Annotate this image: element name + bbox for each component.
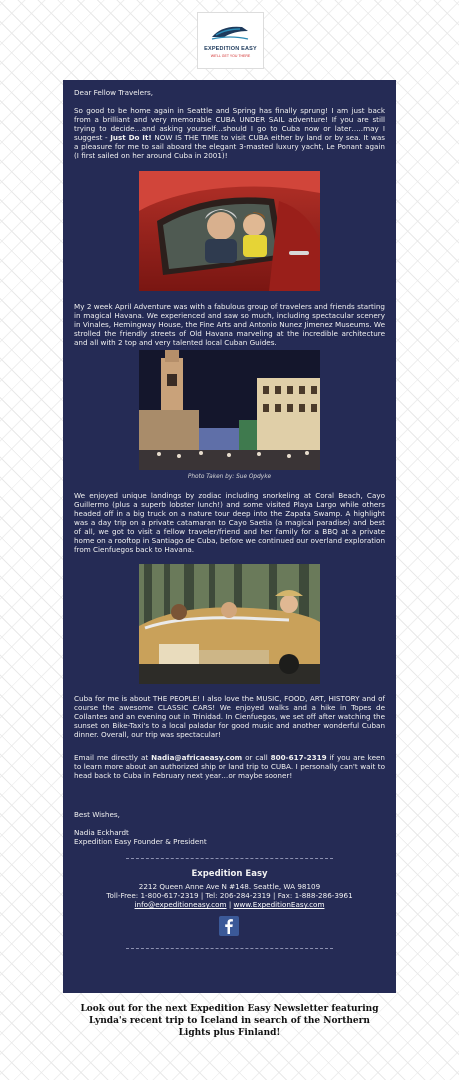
contact-text-part-3: if you are keen to learn more about an authorized ship or land trip to CUBA. I personally can't wait to head back to Cuba in February next year…or maybe sooner! <box>74 753 385 780</box>
contact-paragraph <box>74 753 385 780</box>
newsletter-body <box>63 80 396 993</box>
next-newsletter-note: Look out for the next Expedition Easy Newsletter featuring Lynda's recent trip to Iceland in search of the Northern Lights plus Finland! <box>80 1004 379 1038</box>
email-link[interactable]: Nadia@africaeasy.com <box>151 753 243 762</box>
expedition-easy-logo[interactable] <box>197 12 264 69</box>
facebook-f-glyph <box>219 916 239 936</box>
logo-tagline: WE'LL GET YOU THERE <box>210 54 251 58</box>
closing: Best Wishes, <box>74 810 120 819</box>
intro-text-part-2: NOW IS THE TIME to visit CUBA either by land or by sea. It was a pleasure for me to sail aboard the elegant 3-masted luxury yacht, Le Ponant again (I first sailed on her around Cuba in 2001)! <box>74 133 385 160</box>
signature-title: Expedition Easy Founder & President <box>74 837 207 846</box>
havana-plaza-image <box>139 350 320 470</box>
logo-name: EXPEDITION EASY <box>204 46 257 52</box>
footer-email-link[interactable]: info@expeditioneasy.com <box>134 900 227 909</box>
havana-paragraph: My 2 week April Adventure was with a fabulous group of travelers and friends starting in magical Havana. We experienced and saw so much, including spectacular scenery in Vinales, Hemingway House, the Fine Arts and Antonio Nunez Jimenez Museums. We strolled the friendly streets of Old Havana marveling at the incredible architecture and all with 2 top and very talented local Cuban Guides. <box>74 302 385 347</box>
footer-company-name: Expedition Easy <box>191 869 268 879</box>
contact-text-part-1: Email me directly at <box>74 753 152 762</box>
photo-red-classic-car <box>139 171 320 291</box>
footer-website-link[interactable]: www.ExpeditionEasy.com <box>233 900 325 909</box>
people-paragraph: Cuba for me is about THE PEOPLE! I also love the MUSIC, FOOD, ART, HISTORY and of course the awesome CLASSIC CARS! We enjoyed walks and a hike in Topes de Collantes and an evening out in Trinidad. In Cienfuegos, we set off after watching the sunset on Bike-Taxi's to a local paladar for good music and another wonderful Cuban dinner. Overall, our trip was spectacular! <box>74 694 385 739</box>
intro-text-part-1: So good to be home again in Seattle and Spring has finally sprung! I am just back from a brilliant and very memorable CUBA UNDER SAIL adventure! If you are still trying to decide…and asking yourself…should I go to Cuba now or later…..may I suggest - <box>74 106 385 142</box>
photo-classic-convertible <box>139 564 320 684</box>
greeting: Dear Fellow Travelers, <box>74 88 154 97</box>
landings-paragraph: We enjoyed unique landings by zodiac including snorkeling at Coral Beach, Cayo Guillermo (plus a superb lobster lunch!) and some visited Playa Largo while others headed off in a big truck on a nature tour deep into the Zapata Swamp. A highlight was a day trip on a private catamaran to Cayo Saetia (a magical paradise) and best of all, we got to visit a fellow traveler/friend and her family for a BBQ at a private home on a rooftop in Santiago de Cuba, before we continued our overland exploration from Cienfuegos back to Havana. <box>74 491 385 554</box>
facebook-icon[interactable] <box>219 916 239 936</box>
footer-address: 2212 Queen Anne Ave N #148. Seattle, WA 98109 <box>138 882 321 891</box>
footer-links <box>63 900 396 909</box>
photo-credit-caption: Photo Taken by: Sue Opdyke <box>187 474 272 480</box>
footer-link-separator: | <box>228 900 232 909</box>
phone-link[interactable]: 800-617-2319 <box>270 753 327 762</box>
intro-paragraph <box>74 106 385 160</box>
divider-bottom <box>126 948 333 949</box>
photo-havana-night <box>139 350 320 470</box>
signature-name: Nadia Eckhardt <box>74 828 129 837</box>
red-car-image <box>139 171 320 291</box>
classic-convertible-image <box>139 564 320 684</box>
just-do-it-emphasis: Just Do It! <box>110 133 152 142</box>
footer-phones: Toll-Free: 1-800-617-2319 | Tel: 206-284-2319 | Fax: 1-888-286-3961 <box>106 891 353 900</box>
yacht-emblem-icon <box>210 21 250 43</box>
contact-text-part-2: or call <box>242 753 271 762</box>
divider-top <box>126 858 333 859</box>
